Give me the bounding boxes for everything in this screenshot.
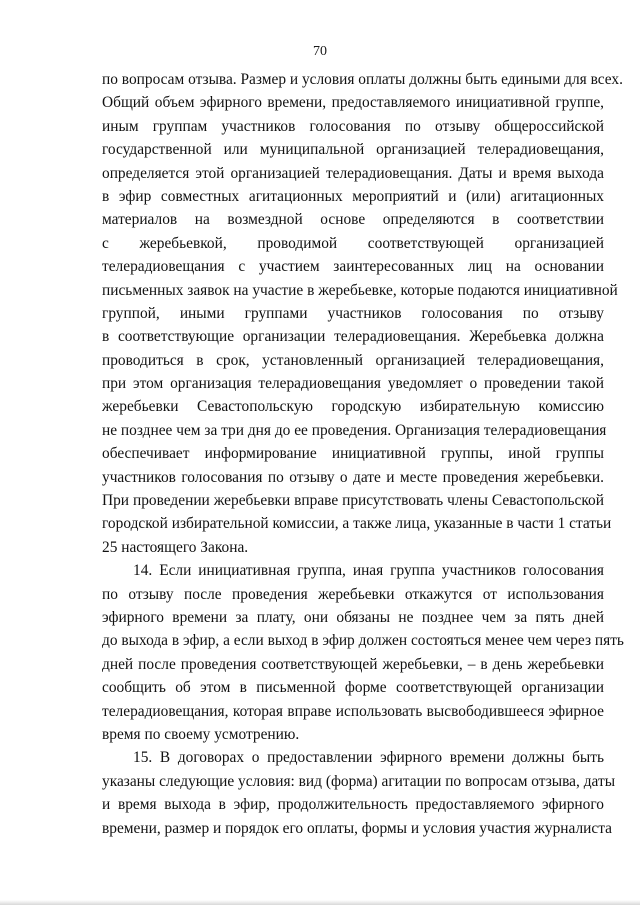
text-line: 14. Если инициативная группа, иная группа участников голосования bbox=[133, 562, 604, 580]
text-line: группой, иными группами участников голосования по отзыву bbox=[102, 304, 604, 322]
text-line: жеребьевки Севастопольскую городскую избирательную комиссию bbox=[102, 398, 604, 416]
text-line: до выхода в эфир, а если выход в эфир должен состояться менее чем через пять bbox=[102, 632, 624, 650]
text-line: телерадиовещания, которая вправе использовать высвободившееся эфирное bbox=[102, 702, 604, 720]
text-line: не позднее чем за три дня до ее проведения. Организация телерадиовещания bbox=[102, 421, 607, 439]
text-line: участников голосования по отзыву о дате и месте проведения жеребьевки. bbox=[102, 468, 604, 486]
text-line: дней после проведения соответствующей жеребьевки, – в день жеребьевки bbox=[102, 655, 604, 673]
text-line: материалов на возмездной основе определяются в соответствии bbox=[102, 211, 604, 229]
text-line: в соответствующие организации телерадиовещания. Жеребьевка должна bbox=[102, 328, 604, 346]
text-line: с жеребьевкой, проводимой соответствующей организацией bbox=[102, 234, 604, 252]
text-line: письменных заявок на участие в жеребьевке, которые подаются инициативной bbox=[102, 281, 618, 299]
text-line: по отзыву после проведения жеребьевки откажутся от использования bbox=[102, 585, 604, 603]
text-line: по вопросам отзыва. Размер и условия оплаты должны быть едиными для всех. bbox=[102, 71, 623, 88]
text-line: сообщить об этом в письменной форме соответствующей организации bbox=[102, 679, 604, 697]
text-line: эфирного времени за плату, они обязаны не позднее чем за пять дней bbox=[102, 608, 604, 626]
text-line: государственной или муниципальной организацией телерадиовещания, bbox=[102, 141, 604, 159]
text-line: в эфир совместных агитационных мероприятий и (или) агитационных bbox=[102, 187, 604, 205]
text-line: определяется этой организацией телерадиовещания. Даты и время выхода bbox=[102, 164, 604, 182]
text-line: проводиться в срок, установленный организацией телерадиовещания, bbox=[102, 351, 604, 369]
page-body-text bbox=[102, 68, 624, 840]
text-line: 25 настоящего Закона. bbox=[102, 538, 249, 556]
text-line: обеспечивает информирование инициативной группы, иной группы bbox=[102, 445, 604, 463]
text-line: телерадиовещания с участием заинтересованных лиц на основании bbox=[102, 258, 604, 276]
text-line: при этом организация телерадиовещания уведомляет о проведении такой bbox=[102, 375, 604, 393]
text-line: городской избирательной комиссии, а также лица, указанные в части 1 статьи bbox=[102, 515, 612, 533]
page-bottom-edge bbox=[0, 900, 640, 905]
page-number: 70 bbox=[313, 44, 327, 59]
text-line: и время выхода в эфир, продолжительность предоставляемого эфирного bbox=[102, 796, 604, 814]
text-line: 15. В договорах о предоставлении эфирного времени должны быть bbox=[133, 749, 604, 767]
text-line: время по своему усмотрению. bbox=[102, 725, 300, 743]
text-line: времени, размер и порядок его оплаты, формы и условия участия журналиста bbox=[102, 819, 612, 837]
text-line: Общий объем эфирного времени, предоставляемого инициативной группе, bbox=[102, 94, 604, 112]
text-line: указаны следующие условия: вид (форма) агитации по вопросам отзыва, даты bbox=[102, 772, 616, 790]
text-line: При проведении жеребьевки вправе присутствовать члены Севастопольской bbox=[102, 492, 604, 510]
text-line: иным группам участников голосования по отзыву общероссийской bbox=[102, 117, 604, 135]
